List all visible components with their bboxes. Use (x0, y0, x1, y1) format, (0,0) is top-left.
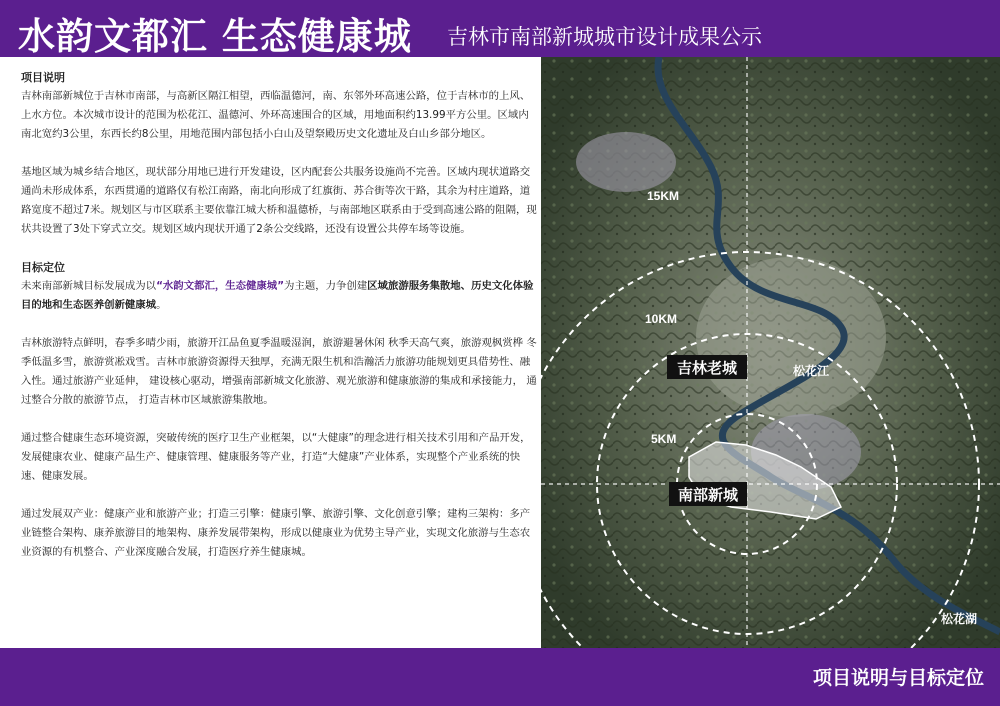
goal-text-a: 未来南部新城目标发展成为以 (21, 280, 157, 292)
subtitle: 吉林市南部新城城市设计成果公示 (447, 25, 762, 49)
ring-label-5km: 5KM (651, 432, 677, 446)
goal-paragraph-2: 吉林旅游特点鲜明，春季多晴少雨，旅游开江品鱼夏季温暖湿润，旅游避暑休闲 秋季天高气爽，旅游观枫赏桦 冬季低温多雪，旅游赏凇戏雪。吉林市旅游资源得天独厚，充满无限生机和浩瀚活力旅游功能规划更具借势性、融入性。通过旅游产业延伸， 建设核心驱动，增强南部新城文化旅游、观光旅游和健康旅游的集成和承接能力， 通过整合分散的旅游节点， 打造吉林市区域旅游集散地。 (21, 337, 537, 406)
goal-paragraph-3: 通过整合健康生态环境资源，突破传统的医疗卫生产业框架，以“大健康”的理念进行相关技术引用和产品开发，发展健康农业、健康产品生产、健康管理、健康服务等产业，打造“大健康”产业体系，实现整个产业系统的快速、健康发展。 (21, 432, 531, 482)
goal-text-end: 。 (156, 299, 167, 311)
satellite-map (541, 57, 1000, 648)
footer-title: 项目说明与目标定位 (812, 667, 984, 689)
main-title: 水韵文都汇 生态健康城 (18, 15, 412, 58)
goal-bold: 区域旅游服务集散地、历史文化体验目的地和生态医养创新健康城 (21, 280, 534, 311)
new-city-label: 南部新城 (677, 486, 739, 504)
goal-text-b: 为主题，力争创建 (284, 280, 368, 292)
river-label: 松花江 (793, 364, 830, 378)
intro-paragraph-1: 吉林南部新城位于吉林市南部，与高新区隔江相望，西临温德河，南、东邻外环高速公路，位于吉林市的上风、上水方位。本次城市设计的范围为松花江、温德河、外环高速围合的区域，用地面积约13.99平方公里。区域内南北宽约3公里，东西长约8公里，用地范围内部包括小白山及望祭殿历史文化遗址及白山乡部分地区。 (21, 90, 531, 140)
old-city-label: 吉林老城 (676, 359, 738, 377)
header-bar (0, 0, 1000, 57)
ring-label-10km: 10KM (645, 312, 678, 326)
urban-area-northwest (576, 132, 676, 192)
section-heading-intro: 项目说明 (21, 71, 65, 84)
lake-label: 松花湖 (941, 612, 978, 626)
intro-paragraph-2: 基地区域为城乡结合地区，现状部分用地已进行开发建设，区内配套公共服务设施尚不完善。区域内现状道路交通尚未形成体系，东西贯通的道路仅有松江南路，南北向形成了红旗街、苏合街等次干路，其余为村庄道路，道路宽度不超过7米。规划区与市区联系主要依靠江城大桥和温德桥，与南部地区联系由于受到高速公路的阻隔，现状共设置了3处下穿式立交。规划区域内现状开通了2条公交线路，还没有设置公共停车场等设施。 (21, 166, 537, 235)
footer-bar (0, 648, 1000, 706)
goal-paragraph-1 (21, 277, 539, 315)
section-heading-goal: 目标定位 (21, 261, 65, 274)
ring-label-15km: 15KM (647, 189, 680, 203)
text-panel (21, 68, 539, 638)
goal-paragraph-4: 通过发展双产业：健康产业和旅游产业；打造三引擎：健康引擎、旅游引擎、文化创意引擎；建构三架构：多产业链整合架构、康养旅游目的地架构、康养发展带架构，形成以健康业为优势主导产业，实现文化旅游与生态农业资源的有机整合、产业深度融合发展，打造医疗养生健康城。 (21, 508, 531, 558)
urban-area-old-city (696, 257, 886, 417)
map-graphic (541, 57, 1000, 648)
goal-highlight: “水韵文都汇，生态健康城” (156, 280, 285, 292)
